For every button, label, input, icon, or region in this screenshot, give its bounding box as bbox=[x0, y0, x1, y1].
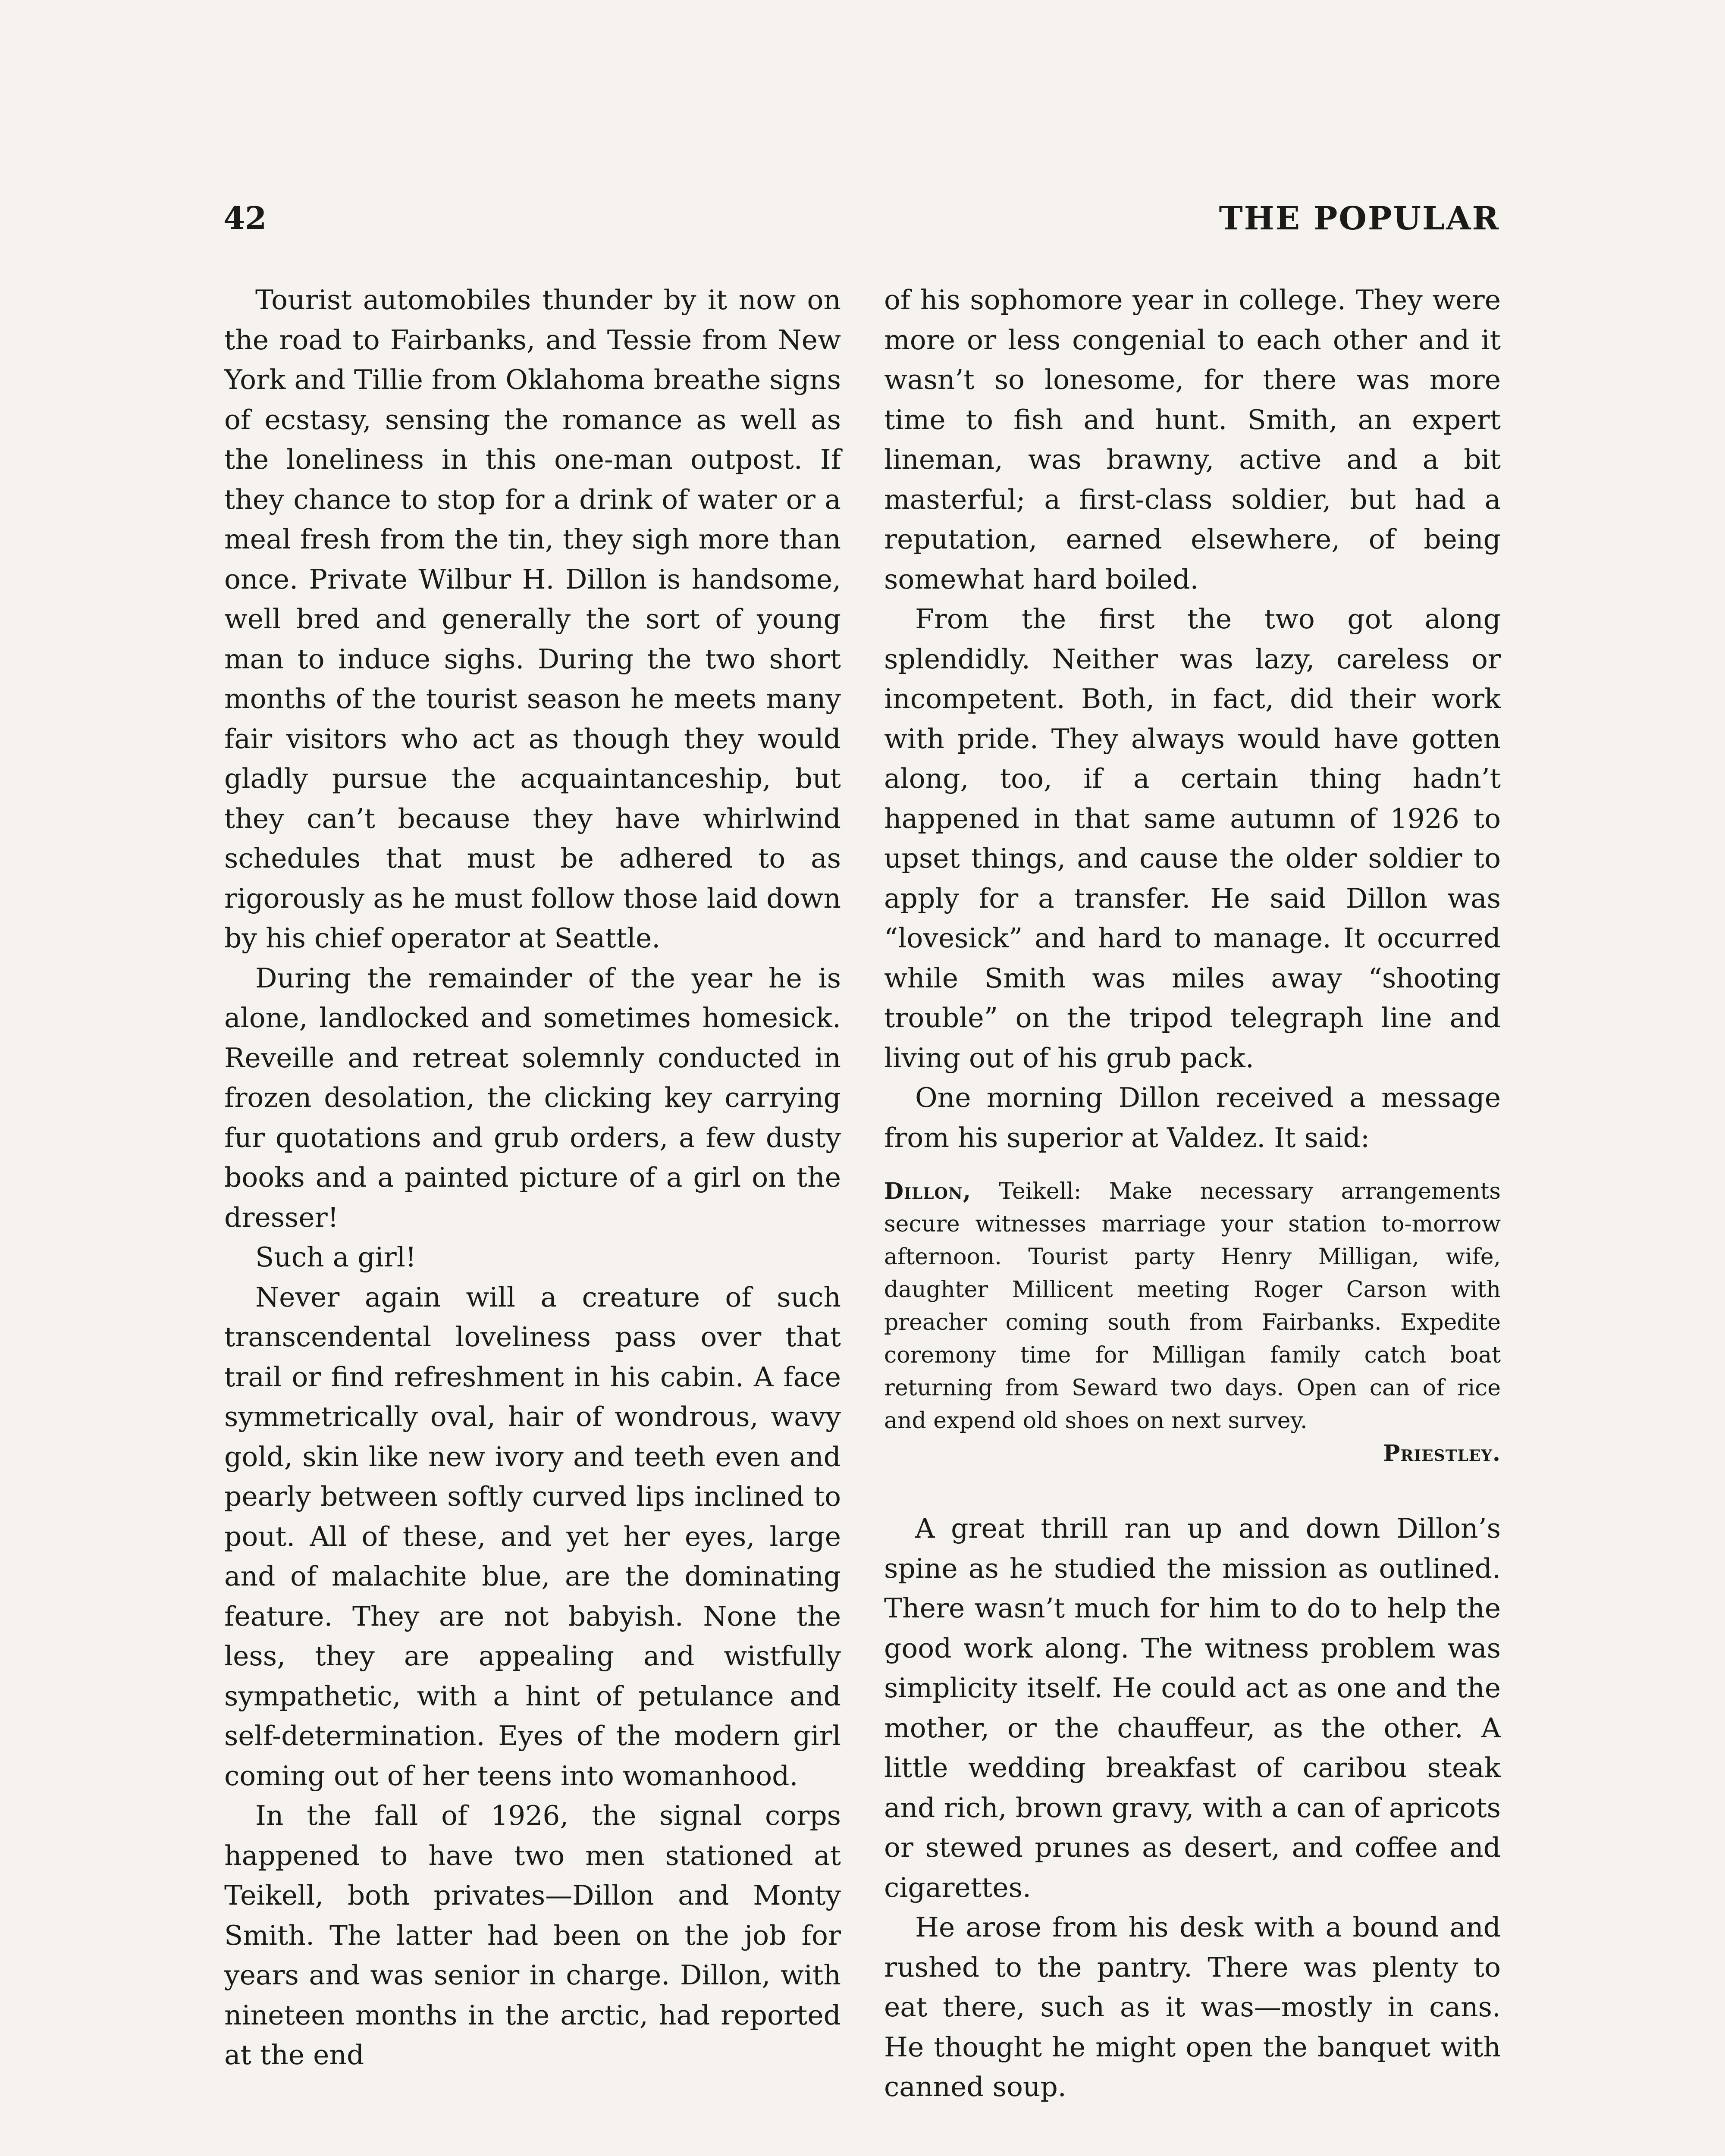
right-column bbox=[884, 280, 1501, 2107]
left-column bbox=[224, 280, 841, 2075]
telegram-body bbox=[884, 1175, 1501, 1437]
telegram-text: Teikell: Make necessary arrangements secure witnesses marriage your station to-morrow afternoon. Tourist party Henry Milligan, wife, daughter Millicent meeting Roger Carson with preacher coming south from Fairbanks. Expedite coremony time for Milligan family catch boat returning from Seward two days. Open can of rice and expend old shoes on next survey. bbox=[884, 1178, 1501, 1434]
paragraph-continuation: of his sophomore year in college. They were more or less congenial to each other and it wasn’t so lonesome, for there was more time to fish and hunt. Smith, an expert lineman, was brawny, active and a bit masterful; a first-class soldier, but had a reputation, earned elsewhere, of being somewhat hard boiled. bbox=[884, 284, 1501, 595]
paragraph: From the first the two got along splendidly. Neither was lazy, careless or incompetent. Both, in fact, did their work with pride. They always would have gotten along, too, if a certain thing hadn’t happened in that same autumn of 1926 to upset things, and cause the older soldier to apply for a transfer. He said Dillon was “lovesick” and hard to manage. It occurred while Smith was miles away “shooting trouble” on the tripod telegraph line and living out of his grub pack. bbox=[884, 603, 1501, 1074]
telegram-signature: Priestley. bbox=[1383, 1440, 1501, 1467]
telegram-addressee: Dillon, bbox=[884, 1178, 971, 1204]
paragraph: During the remainder of the year he is alone, landlocked and sometimes homesick. Reveille and retreat solemnly conducted in frozen desolation, the clicking key carrying fur quotations and grub orders, a few dusty books and a painted picture of a girl on the dresser! bbox=[224, 962, 841, 1233]
paragraph: One morning Dillon received a message from his superior at Valdez. It said: bbox=[884, 1082, 1501, 1153]
paragraph: Such a girl! bbox=[255, 1241, 417, 1273]
paragraph: He arose from his desk with a bound and rushed to the pantry. There was plenty to eat there, such as it was—mostly in cans. He thought he might open the banquet with canned soup. bbox=[884, 1912, 1501, 2103]
paragraph: In the fall of 1926, the signal corps happened to have two men stationed at Teikell, both privates—Dillon and Monty Smith. The latter had been on the job for years and was senior in charge. Dillon, with nineteen months in the arctic, had reported at the end bbox=[224, 1800, 841, 2071]
paragraph: Tourist automobiles thunder by it now on the road to Fairbanks, and Tessie from New York and Tillie from Oklahoma breathe signs of ecstasy, sensing the romance as well as the loneliness in this one-man outpost. If they chance to stop for a drink of water or a meal fresh from the tin, they sigh more than once. Private Wilbur H. Dillon is handsome, well bred and generally the sort of young man to induce sighs. During the two short months of the tourist season he meets many fair visitors who act as though they would gladly pursue the acquaintanceship, but they can’t because they have whirlwind schedules that must be adhered to as rigorously as he must follow those laid down by his chief operator at Seattle. bbox=[224, 284, 841, 954]
paragraph: A great thrill ran up and down Dillon’s spine as he studied the mission as outlined. There wasn’t much for him to do to help the good work along. The witness problem was simplicity itself. He could act as one and the mother, or the chauffeur, as the other. A little wedding breakfast of caribou steak and rich, brown gravy, with a can of apricots or stewed prunes as desert, and coffee and cigarettes. bbox=[884, 1513, 1501, 1903]
page-number: 42 bbox=[223, 200, 267, 236]
running-title: THE POPULAR bbox=[1219, 200, 1500, 237]
paragraph: Never again will a creature of such transcendental loveliness pass over that trail or find refreshment in his cabin. A face symmetrically oval, hair of wondrous, wavy gold, skin like new ivory and teeth even and pearly between softly curved lips inclined to pout. All of these, and yet her eyes, large and of malachite blue, are the dominating feature. They are not babyish. None the less, they are appealing and wistfully sympathetic, with a hint of petulance and self-determination. Eyes of the modern girl coming out of her teens into womanhood. bbox=[224, 1281, 841, 1792]
telegram-message bbox=[884, 1175, 1501, 1470]
